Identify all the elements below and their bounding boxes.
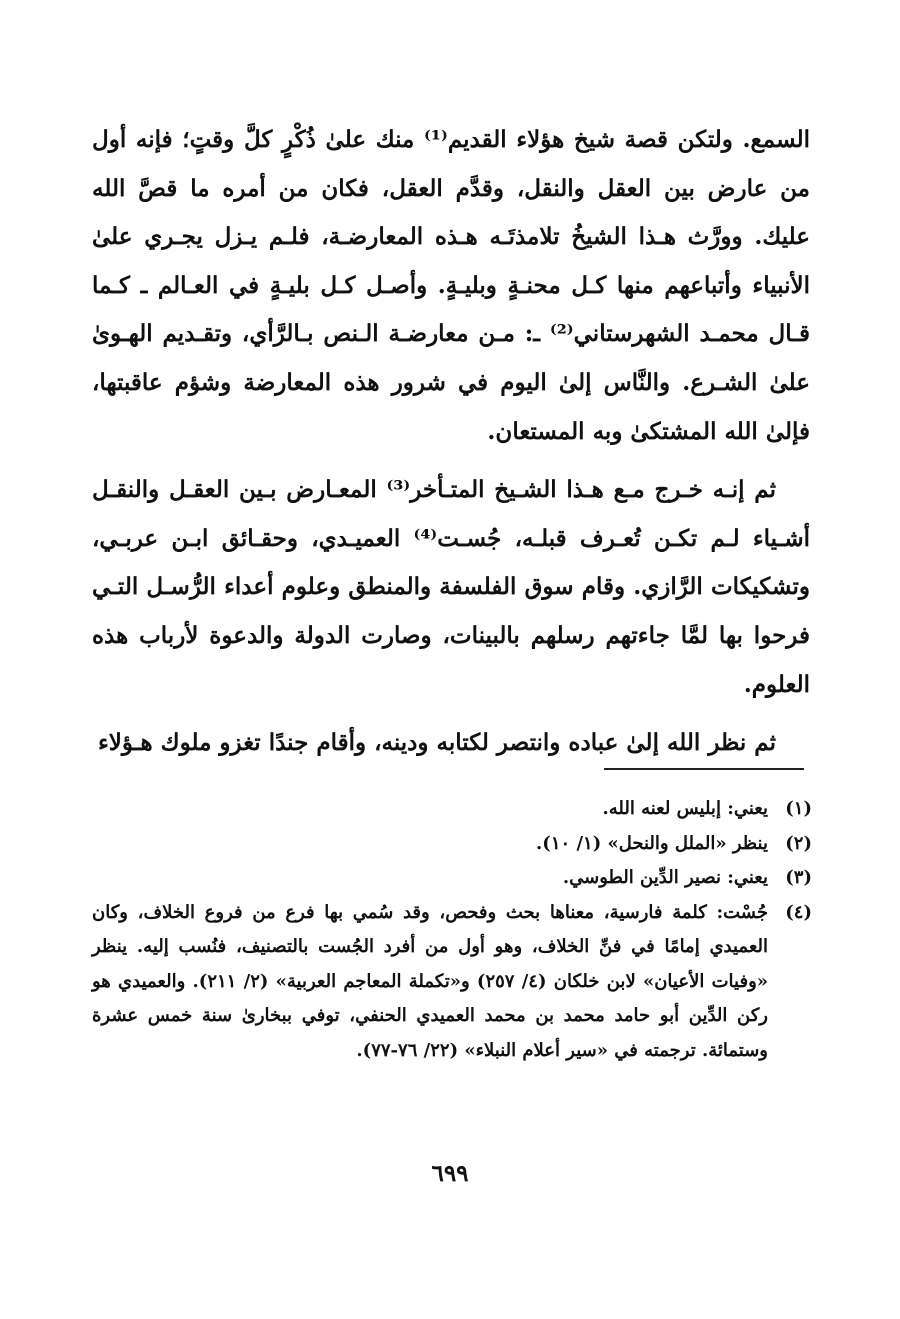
footnote-text: يعني: نصير الدِّين الطوسي. [562,867,768,888]
footnote-1 [92,792,812,827]
footnote-number: (٤) [785,901,812,923]
footnote-text: يعني: إبليس لعنه الله. [602,798,768,819]
paragraph-1: السمع. ولتكن قصة شيخ هؤلاء القديم⁽¹⁾ منك علىٰ ذُكْرٍ كلَّ وقتٍ؛ فإنه أول من عارض بين العقل والنقل، وقدَّم العقل، فكان من أمره ما قصَّ الله عليك. وورَّث هـذا الشيخُ تلامذتَـه هـذه المعارضـة، فلـم يـزل يجـري علىٰ الأنبياء وأتباعهم منها كـل محنـةٍ وبليـةٍ. وأصـل كـل بليـةٍ في العـالم ـ كـما قـال محمـد الشهرستاني⁽²⁾ ـ: مـن معارضـة الـنص بـالرَّأي، وتقـديم الهـوىٰ علىٰ الشـرع. والنَّاس إلىٰ اليوم في شرور هذه المعارضة وشؤم عاقبتها، فإلىٰ الله المشتكىٰ وبه المستعان. [92,126,811,445]
footnote-3 [92,861,812,896]
footnote-number: (٢) [785,832,812,854]
main-text [92,116,810,768]
paragraph-3: ثم نظر الله إلىٰ عباده وانتصر لكتابه ودينه، وأقام جندًا تغزو ملوك هـؤلاء [97,729,776,757]
footnote-text: ينظر «الملل والنحل» (١/ ١٠). [536,832,768,854]
footnote-separator [604,768,804,770]
footnote-number: (٣) [785,867,812,888]
footnote-text: جُسْت: كلمة فارسية، معناها بحث وفحص، وقد سُمي بها فرع من فروع الخلاف، وكان العميدي إمامًا في فنِّ الخلاف، وهو أول من أفرد الجُست بالتصنيف، فنُسب إليه. ينظر «وفيات الأعيان» لابن خلكان (٤/ ٢٥٧) و«تكملة المعاجم العربية» (٢/ ٢١١). والعميدي هو ركن الدِّين أبو حامد محمد بن محمد العميدي الحنفي، توفي ببخارىٰ سنة خمس عشرة وستمائة. ترجمته في «سير أعلام النبلاء» (٢٢/ ٧٦-٧٧). [92,901,769,1061]
paragraph-2: ثم إنـه خـرج مـع هـذا الشـيخ المتـأخر⁽³⁾ المعـارض بـين العقـل والنقـل أشـياء لـم تكـن تُعـرف قبلـه، جُسـت⁽⁴⁾ العميـدي، وحقـائق ابـن عربـي، وتشكيكات الرَّازي. وقام سوق الفلسفة والمنطق وعلوم أعداء الرُّسـل التـي فرحوا بها لمَّا جاءتهم رسلهم بالبينات، وصارت الدولة والدعوة لأرباب هذه العلوم. [92,476,811,698]
footnotes [92,792,812,1068]
footnote-4 [92,896,812,1069]
page-number: ٦٩٩ [431,1160,469,1187]
footnote-number: (١) [785,798,812,819]
footnote-2 [92,827,812,862]
